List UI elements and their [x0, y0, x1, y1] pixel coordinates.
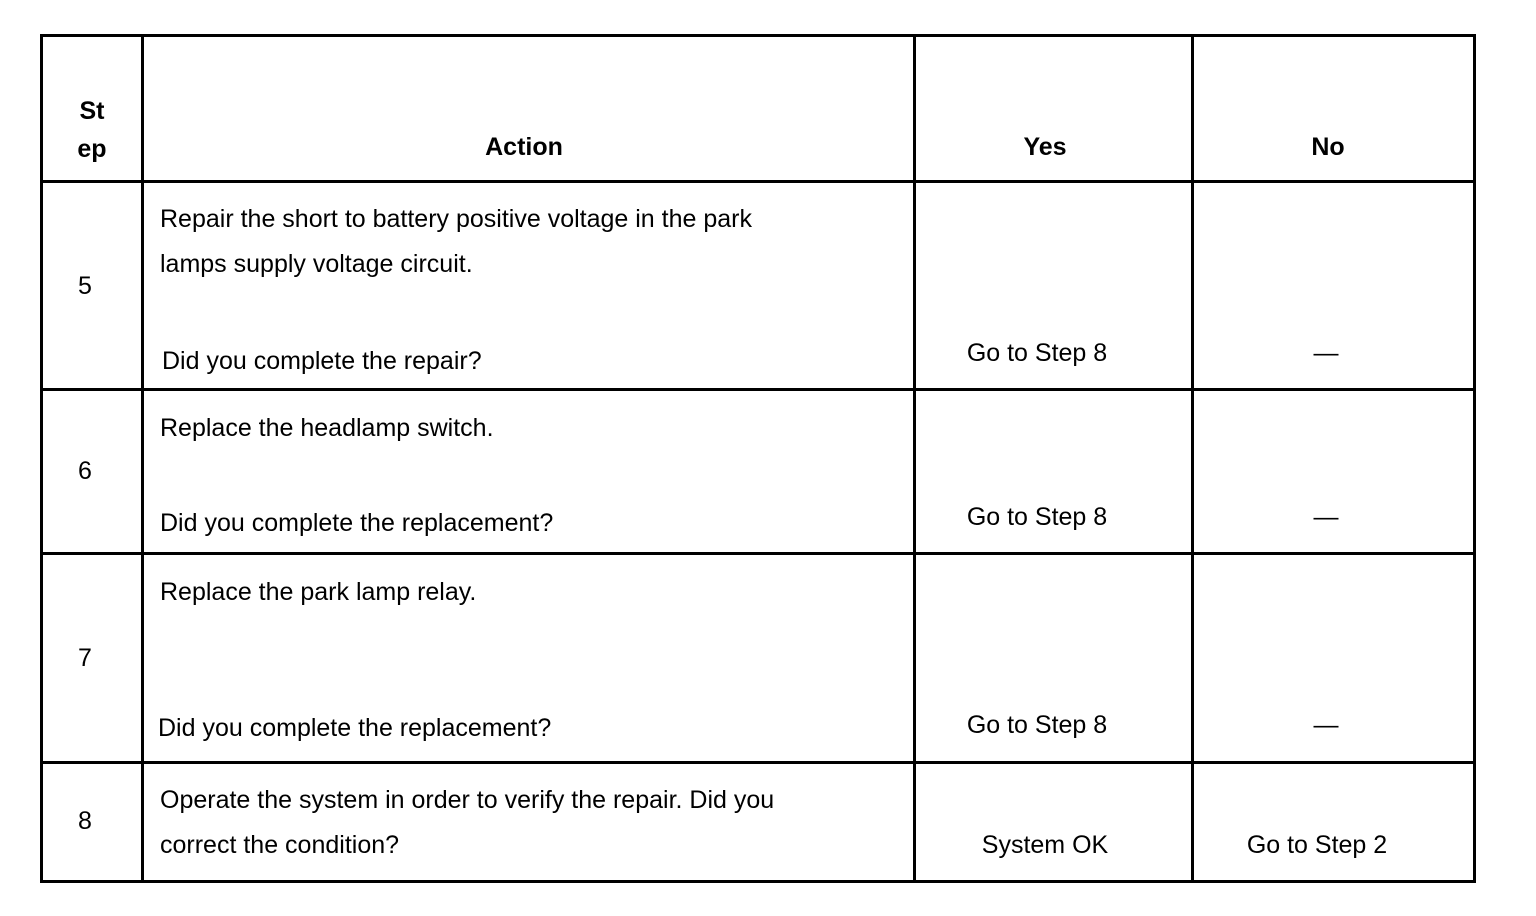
action-question: Did you complete the repair? — [162, 347, 482, 375]
action-text: lamps supply voltage circuit. — [160, 250, 473, 278]
no-result: — — [1313, 711, 1339, 739]
action-text: Repair the short to battery positive voltage in the park — [160, 205, 752, 233]
diagnostic-table — [40, 34, 1476, 883]
header-no: No — [1311, 133, 1345, 161]
no-result: Go to Step 2 — [1246, 831, 1388, 859]
row-separator — [40, 388, 1476, 391]
row-separator — [40, 761, 1476, 764]
step-number: 5 — [78, 272, 92, 300]
yes-result: Go to Step 8 — [966, 503, 1108, 531]
action-text: correct the condition? — [160, 831, 400, 859]
step-number: 7 — [78, 644, 92, 672]
table-border-top — [40, 34, 1476, 37]
step-number: 8 — [78, 807, 92, 835]
action-text: Operate the system in order to verify the repair. Did you — [160, 786, 775, 814]
table-border-bottom — [40, 880, 1476, 883]
action-question: Did you complete the replacement? — [160, 509, 554, 537]
yes-result: Go to Step 8 — [966, 711, 1108, 739]
no-result: — — [1313, 339, 1339, 367]
yes-result: System OK — [981, 831, 1109, 859]
header-yes: Yes — [1023, 133, 1067, 161]
action-question: Did you complete the replacement? — [158, 714, 552, 742]
action-text: Replace the park lamp relay. — [160, 578, 477, 606]
header-action: Action — [485, 133, 563, 161]
yes-result: Go to Step 8 — [966, 339, 1108, 367]
header-step-line2: ep — [77, 135, 107, 163]
header-step — [43, 92, 141, 168]
step-number: 6 — [78, 457, 92, 485]
header-step-line1: St — [79, 97, 105, 125]
header-separator — [40, 180, 1476, 183]
row-separator — [40, 552, 1476, 555]
table-border-right — [1473, 34, 1476, 883]
no-result: — — [1313, 503, 1339, 531]
action-text: Replace the headlamp switch. — [160, 414, 494, 442]
